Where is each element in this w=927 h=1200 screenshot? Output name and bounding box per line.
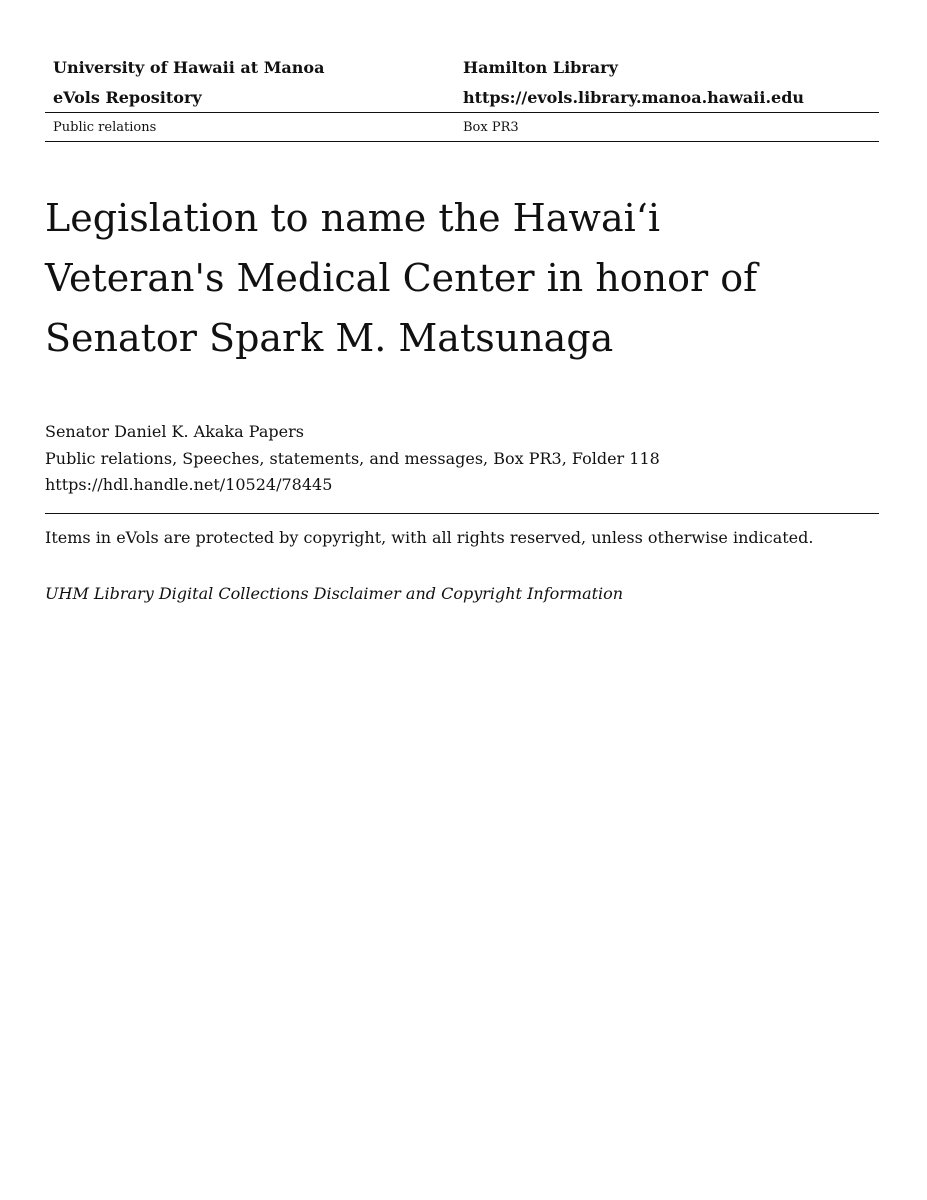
library-name: Hamilton Library [463,57,618,77]
disclaimer-link[interactable]: UHM Library Digital Collections Disclaimer and Copyright Information [45,584,624,603]
folder-location: Public relations, Speeches, statements, and messages, Box PR3, Folder 118 [45,448,660,468]
header-bottom-divider [45,141,879,142]
title-line-2: Veteran's Medical Center in honor of [45,256,758,300]
title-line-3: Senator Spark M. Matsunaga [45,316,614,360]
collection-series: Public relations [53,119,157,135]
document-metadata [45,419,660,499]
header-table [45,52,879,142]
institution-name: University of Hawaii at Manoa [53,57,325,77]
header-row-1 [45,52,879,82]
header-row-3 [45,113,879,141]
handle-link[interactable]: https://hdl.handle.net/10524/78445 [45,475,333,494]
box-label: Box PR3 [463,119,519,135]
copyright-notice: Items in eVols are protected by copyright, with all rights reserved, unless otherwise indicated. [45,528,814,547]
collection-name: Senator Daniel K. Akaka Papers [45,422,304,441]
title-line-1: Legislation to name the Hawaiʻi [45,196,660,240]
document-title [45,188,879,368]
header-row-2 [45,82,879,112]
metadata-divider [45,513,879,514]
repository-name: eVols Repository [53,87,202,107]
repository-url-link[interactable]: https://evols.library.manoa.hawaii.edu [463,87,805,107]
